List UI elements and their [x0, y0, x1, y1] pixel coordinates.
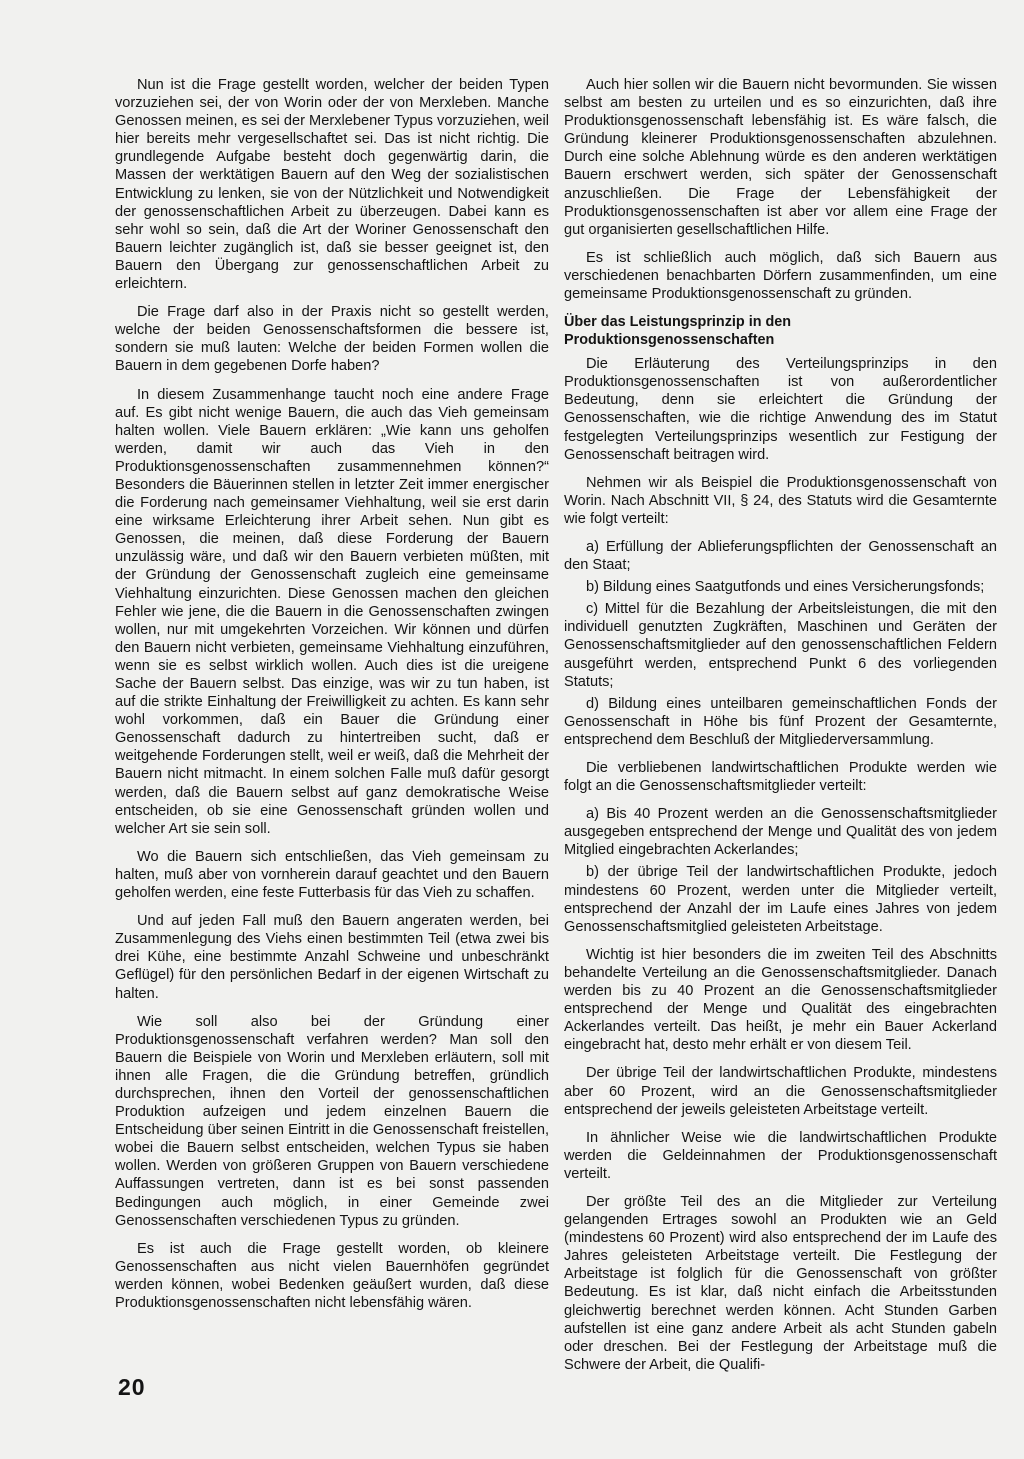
paragraph: Es ist auch die Frage gestellt worden, ob kleinere Genossenschaften aus nicht vielen Bauernhöfen gegründet werden können, wobei Bedenken geäußert wurden, daß diese Produktionsgenossenschaften nicht lebensfähig wären. — [115, 1240, 549, 1311]
list-item: a) Bis 40 Prozent werden an die Genossenschaftsmitglieder ausgegeben entsprechend der Menge und Qualität des von jedem Mitglied eingebrachten Ackerlandes; — [564, 806, 997, 859]
paragraph: Wichtig ist hier besonders die im zweiten Teil des Abschnitts behandelte Verteilung an die Genossenschaftsmitglieder. Danach werden bis zu 40 Prozent an die Genossenschaftsmitglieder entsprechend der Menge und Qualität des eingebrachten Ackerlandes verteilt. Das heißt, je mehr ein Bauer Ackerland eingebracht hat, desto mehr erhält er von diesem Teil. — [564, 946, 997, 1054]
paragraph: Es ist schließlich auch möglich, daß sich Bauern aus verschiedenen benachbarten Dörfern zusammenfinden, um eine gemeinsame Produktionsgenossenschaft zu gründen. — [564, 249, 997, 303]
paragraph: Wo die Bauern sich entschließen, das Vieh gemeinsam zu halten, muß aber von vornherein darauf geachtet und den Bauern geholfen werden, eine feste Futterbasis für das Vieh zu schaffen. — [115, 848, 549, 902]
paragraph: In diesem Zusammenhange taucht noch eine andere Frage auf. Es gibt nicht wenige Bauern, die auch das Vieh gemeinsam halten wollen. Viele Bauern erklären: „Wie kann uns geholfen werden, damit wir auch das Vieh in den Produktionsgenossenschaften zusammennehmen können?“ Besonders die Bäuerinnen stellen in letzter Zeit immer energischer die Forderung nach gemeinsamer Viehhaltung, weil sie erst darin eine wirksame Erleichterung ihrer Arbeit sehen. Nun gibt es Genossen, die meinen, daß diese Forderung der Bauern unzulässig wäre, und daß wir den Bauern verbieten müßten, mit der Gründung der Genossenschaft zugleich eine gemeinsame Viehhaltung einzurichten. Diese Genossen machen den gleichen Fehler wie jene, die die Bauern in die Genossenschaften zwingen wollen, nur mit umgekehrten Vorzeichen. Wir können und dürfen den Bauern nicht verbieten, gemeinsame Viehhaltung einzuführen, wenn sie es selbst wirklich wollen. Auch dies ist die ureigene Sache der Bauern selbst. Das einzige, was wir zu tun haben, ist auf die strikte Einhaltung der Freiwilligkeit zu achten. Es kann sehr wohl vorkommen, daß ein Bauer die Gründung einer Genossenschaft dadurch zu hintertreiben sucht, daß er weitgehende Forderungen stellt, weil er weiß, daß die Mehrheit der Bauern nicht mitmacht. In einem solchen Falle muß dafür gesorgt werden, daß die Bauern selbst auf ganz demokratische Weise entscheiden, ob sie eine Genossenschaft gründen wollen und welcher Art sie sein soll. — [115, 386, 549, 837]
list-item: d) Bildung eines unteilbaren gemeinschaftlichen Fonds der Genossenschaft in Höhe bis fünf Prozent der Gesamternte, entsprechend dem Beschluß der Mitgliederversammlung. — [564, 695, 997, 748]
paragraph: Wie soll also bei der Gründung einer Produktionsgenossenschaft verfahren werden? Man soll den Bauern die Beispiele von Worin und Merxleben erläutern, soll mit ihnen alle Fragen, die die Gründung betreffen, gründlich durchsprechen, ihnen den Vorteil der genossenschaftlichen Produktion aufzeigen und jedem einzelnen Bauern die Entscheidung über seinen Eintritt in die Genossenschaft freistellen, wobei die Bauern selbst entscheiden, welchen Typus sie haben wollen. Werden von größeren Gruppen von Bauern verschiedene Auffassungen vertreten, dann ist es bei sonst passenden Bedingungen auch möglich, in einer Gemeinde zwei Genossenschaften verschiedenen Typus zu gründen. — [115, 1013, 549, 1229]
paragraph: Die Erläuterung des Verteilungsprinzips in den Produktionsgenossenschaften ist von außerordentlicher Bedeutung, denn sie erleichtert die Gründung der Genossenschaften, wie die richtige Anwendung des im Statut festgelegten Verteilungsprinzips wesentlich zur Festigung der Genossenschaft beitragen wird. — [564, 356, 997, 463]
list-item: b) der übrige Teil der landwirtschaftlichen Produkte, jedoch mindestens 60 Prozent, werden unter die Mitglieder verteilt, entsprechend der Anzahl der im Laufe eines Jahres von jedem Genossenschaftsmitglied geleisteten Arbeitstage. — [564, 864, 997, 935]
list-item: c) Mittel für die Bezahlung der Arbeitsleistungen, die mit den individuell genutzten Zugkräften, Maschinen und Geräten der Genossenschaftsmitglieder auf den genossenschaftlichen Feldern ausgeführt werden, entsprechend Punkt 6 des vorliegenden Statuts; — [564, 601, 997, 690]
list-item: a) Erfüllung der Ablieferungspflichten der Genossenschaft an den Staat; — [564, 538, 997, 574]
paragraph: In ähnlicher Weise wie die landwirtschaftlichen Produkte werden die Geldeinnahmen der Produktionsgenossenschaft verteilt. — [564, 1129, 997, 1182]
paragraph: Der übrige Teil der landwirtschaftlichen Produkte, mindestens aber 60 Prozent, wird an die Genossenschaftsmitglieder entsprechend der jeweils geleisteten Arbeitstage verteilt. — [564, 1065, 997, 1118]
list-item: b) Bildung eines Saatgutfonds und eines Versicherungsfonds; — [586, 579, 985, 596]
paragraph: Nun ist die Frage gestellt worden, welcher der beiden Typen vorzuziehen sei, der von Worin oder der von Merxleben. Manche Genossen meinen, es sei der Merxlebener Typus vorzuziehen, weil hier bereits mehr vergesellschaftet sei. Das ist nicht richtig. Die grundlegende Aufgabe besteht doch gegenwärtig darin, die Massen der werktätigen Bauern auf den Weg der sozialistischen Entwicklung zu lenken, sie von der Nützlichkeit und Notwendigkeit der genossenschaftlichen Arbeit zu überzeugen. Dabei kann es sehr wohl so sein, daß die Art der Woriner Genossenschaft den Bauern leichter zugänglich ist, daß sie besser geeignet ist, den Bauern den Übergang zur genossenschaftlichen Arbeit zu erleichtern. — [115, 77, 549, 293]
paragraph: Nehmen wir als Beispiel die Produktionsgenossenschaft von Worin. Nach Abschnitt VII, § 24, des Statuts wird die Gesamternte wie folgt verteilt: — [564, 474, 997, 527]
paragraph: Die verbliebenen landwirtschaftlichen Produkte werden wie folgt an die Genossenschaftsmitglieder verteilt: — [564, 760, 997, 795]
page-number: 20 — [118, 1374, 146, 1400]
paragraph: Die Frage darf also in der Praxis nicht so gestellt werden, welche der beiden Genossenschaftsformen die bessere ist, sondern sie muß lauten: Welche der beiden Formen wollen die Bauern in dem gegebenen Dorfe haben? — [115, 304, 549, 375]
paragraph: Der größte Teil des an die Mitglieder zur Verteilung gelangenden Ertrages sowohl an Produkten wie an Geld (mindestens 60 Prozent) wird also entsprechend der im Laufe des Jahres geleisteten Arbeitstage verteilt. Die Festlegung der Arbeitstage ist folglich für die Genossenschaft von größter Bedeutung. Es ist klar, daß nicht einfach die Arbeitsstunden gleichwertig berechnet werden können. Acht Stunden Garben aufstellen ist eine ganz andere Arbeit als acht Stunden gabeln oder dreschen. Bei der Festlegung der Arbeitstage muß die Schwere der Arbeit, die Qualifi- — [564, 1193, 997, 1373]
left-column — [115, 76, 549, 1322]
paragraph: Auch hier sollen wir die Bauern nicht bevormunden. Sie wissen selbst am besten zu urteilen und es so einzurichten, daß ihre Produktionsgenossenschaft lebensfähig ist. Es wäre falsch, die Gründung kleinerer Produktionsgenossenschaften abzulehnen. Durch eine solche Ablehnung würde es den anderen werktätigen Bauern erschwert werden, sich später der Genossenschaft anzuschließen. Die Frage der Lebensfähigkeit der Produktionsgenossenschaften ist aber vor allem eine Frage der gut organisierten gesellschaftlichen Hilfe. — [564, 77, 997, 238]
section-heading: Über das Leistungsprinzip in den Produktionsgenossenschaften — [564, 314, 792, 349]
right-column — [564, 76, 997, 1384]
paragraph: Und auf jeden Fall muß den Bauern angeraten werden, bei Zusammenlegung des Viehs einen bestimmten Teil (etwa zwei bis drei Kühe, eine bestimmte Anzahl Schweine und unbeschränkt Geflügel) für den persönlichen Bedarf in der eigenen Wirtschaft zu halten. — [115, 913, 549, 1002]
